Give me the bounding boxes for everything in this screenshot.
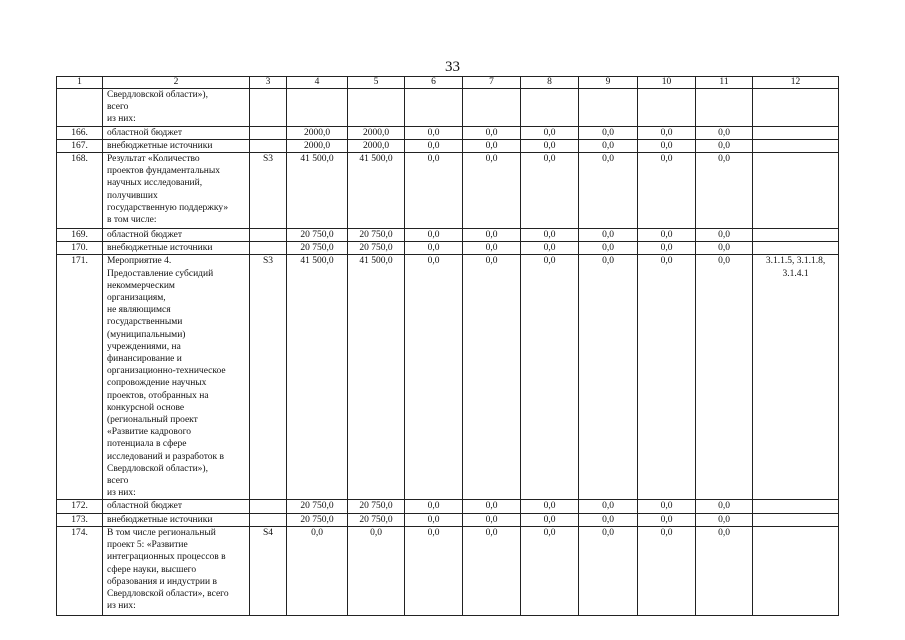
amount-cell: 20 750,0 xyxy=(348,242,405,255)
amount-cell: 0,0 xyxy=(696,139,753,152)
row-name-cell: Результат «Количество проектов фундаментальных научных исследований, получивших государственную поддержку» в том числе: xyxy=(103,153,250,229)
amount-cell: 0,0 xyxy=(405,229,463,242)
amount-cell: 0,0 xyxy=(463,139,521,152)
table-row xyxy=(57,229,839,242)
row-name-cell: В том числе региональный проект 5: «Развитие интеграционных процессов в сфере науки, высшего образования и индустрии в Свердловской области», всего из них: xyxy=(103,526,250,615)
code-cell xyxy=(250,126,287,139)
target-ref-cell xyxy=(753,242,839,255)
column-header-1: 1 xyxy=(57,77,103,89)
amount-cell: 41 500,0 xyxy=(287,255,348,500)
amount-cell: 0,0 xyxy=(521,229,579,242)
table-row xyxy=(57,255,839,500)
amount-cell: 0,0 xyxy=(696,229,753,242)
amount-cell: 20 750,0 xyxy=(287,500,348,513)
amount-cell: 0,0 xyxy=(696,255,753,500)
code-cell xyxy=(250,513,287,526)
row-number-cell: 168. xyxy=(57,153,103,229)
amount-cell: 0,0 xyxy=(638,153,696,229)
amount-cell: 0,0 xyxy=(405,500,463,513)
amount-cell: 0,0 xyxy=(638,255,696,500)
column-header-11: 11 xyxy=(696,77,753,89)
amount-cell: 0,0 xyxy=(463,229,521,242)
amount-cell: 0,0 xyxy=(521,126,579,139)
table-row xyxy=(57,153,839,229)
target-ref-cell xyxy=(753,500,839,513)
row-number-cell: 167. xyxy=(57,139,103,152)
amount-cell: 20 750,0 xyxy=(287,513,348,526)
row-name-cell: Мероприятие 4. Предоставление субсидий некоммерческим организациям, не являющимся государственными (муниципальными) учреждениями, на финансирование и организационно-техническое сопровождение научных проектов, отобранных на конкурсной основе (региональный проект «Развитие кадрового потенциала в сфере исследований и разработок в Свердловской области»), всего из них: xyxy=(103,255,250,500)
amount-cell: 0,0 xyxy=(638,513,696,526)
code-cell xyxy=(250,500,287,513)
header-row xyxy=(57,77,839,89)
target-ref-cell xyxy=(753,153,839,229)
table-row xyxy=(57,526,839,615)
amount-cell: 0,0 xyxy=(405,513,463,526)
amount-cell: 41 500,0 xyxy=(348,255,405,500)
code-cell xyxy=(250,242,287,255)
page-number: 33 xyxy=(445,59,460,75)
amount-cell: 0,0 xyxy=(579,139,638,152)
row-number-cell: 169. xyxy=(57,229,103,242)
amount-cell xyxy=(463,89,521,127)
amount-cell: 0,0 xyxy=(405,139,463,152)
row-number-cell: 166. xyxy=(57,126,103,139)
column-header-9: 9 xyxy=(579,77,638,89)
column-header-4: 4 xyxy=(287,77,348,89)
amount-cell: 2000,0 xyxy=(348,126,405,139)
target-ref-cell xyxy=(753,89,839,127)
amount-cell: 0,0 xyxy=(463,242,521,255)
column-header-5: 5 xyxy=(348,77,405,89)
table-row xyxy=(57,139,839,152)
column-header-10: 10 xyxy=(638,77,696,89)
amount-cell: 0,0 xyxy=(521,153,579,229)
amount-cell: 0,0 xyxy=(405,255,463,500)
amount-cell: 0,0 xyxy=(521,255,579,500)
amount-cell: 0,0 xyxy=(696,500,753,513)
amount-cell: 2000,0 xyxy=(287,126,348,139)
amount-cell: 0,0 xyxy=(638,126,696,139)
amount-cell: 0,0 xyxy=(638,526,696,615)
target-ref-cell xyxy=(753,526,839,615)
amount-cell: 0,0 xyxy=(696,153,753,229)
amount-cell xyxy=(638,89,696,127)
amount-cell: 0,0 xyxy=(696,513,753,526)
code-cell xyxy=(250,139,287,152)
row-number-cell: 173. xyxy=(57,513,103,526)
table-row xyxy=(57,500,839,513)
amount-cell: 2000,0 xyxy=(287,139,348,152)
amount-cell: 0,0 xyxy=(287,526,348,615)
amount-cell xyxy=(696,89,753,127)
row-name-cell: областной бюджет xyxy=(103,229,250,242)
row-name-cell: внебюджетные источники xyxy=(103,513,250,526)
amount-cell: 0,0 xyxy=(463,513,521,526)
amount-cell: 0,0 xyxy=(521,139,579,152)
code-cell: S3 xyxy=(250,153,287,229)
amount-cell: 0,0 xyxy=(463,255,521,500)
amount-cell: 0,0 xyxy=(521,526,579,615)
amount-cell: 0,0 xyxy=(638,229,696,242)
amount-cell: 20 750,0 xyxy=(287,242,348,255)
code-cell xyxy=(250,89,287,127)
table-row xyxy=(57,513,839,526)
row-number-cell: 171. xyxy=(57,255,103,500)
amount-cell: 0,0 xyxy=(696,126,753,139)
row-name-cell: областной бюджет xyxy=(103,500,250,513)
amount-cell xyxy=(521,89,579,127)
amount-cell: 0,0 xyxy=(521,500,579,513)
amount-cell: 0,0 xyxy=(405,526,463,615)
table-row xyxy=(57,89,839,127)
amount-cell: 0,0 xyxy=(638,139,696,152)
code-cell: S3 xyxy=(250,255,287,500)
amount-cell: 0,0 xyxy=(463,500,521,513)
amount-cell: 0,0 xyxy=(579,242,638,255)
target-ref-cell xyxy=(753,513,839,526)
row-name-cell: Свердловской области»), всего из них: xyxy=(103,89,250,127)
amount-cell: 0,0 xyxy=(579,255,638,500)
amount-cell: 0,0 xyxy=(579,513,638,526)
row-name-cell: внебюджетные источники xyxy=(103,139,250,152)
row-number-cell xyxy=(57,89,103,127)
row-name-cell: внебюджетные источники xyxy=(103,242,250,255)
amount-cell: 41 500,0 xyxy=(287,153,348,229)
row-name-cell: областной бюджет xyxy=(103,126,250,139)
amount-cell: 41 500,0 xyxy=(348,153,405,229)
target-ref-cell xyxy=(753,229,839,242)
column-header-8: 8 xyxy=(521,77,579,89)
amount-cell: 20 750,0 xyxy=(348,500,405,513)
row-number-cell: 174. xyxy=(57,526,103,615)
amount-cell: 0,0 xyxy=(579,153,638,229)
amount-cell: 0,0 xyxy=(696,242,753,255)
amount-cell: 20 750,0 xyxy=(348,229,405,242)
amount-cell: 0,0 xyxy=(405,242,463,255)
amount-cell: 0,0 xyxy=(696,526,753,615)
amount-cell xyxy=(579,89,638,127)
column-header-12: 12 xyxy=(753,77,839,89)
amount-cell: 0,0 xyxy=(521,513,579,526)
column-header-6: 6 xyxy=(405,77,463,89)
amount-cell: 0,0 xyxy=(405,153,463,229)
target-ref-cell xyxy=(753,126,839,139)
amount-cell: 0,0 xyxy=(579,126,638,139)
table-row xyxy=(57,126,839,139)
amount-cell: 0,0 xyxy=(579,526,638,615)
amount-cell: 0,0 xyxy=(579,229,638,242)
amount-cell: 0,0 xyxy=(405,126,463,139)
amount-cell: 20 750,0 xyxy=(348,513,405,526)
amount-cell: 0,0 xyxy=(638,500,696,513)
amount-cell: 0,0 xyxy=(638,242,696,255)
column-header-2: 2 xyxy=(103,77,250,89)
amount-cell: 2000,0 xyxy=(348,139,405,152)
amount-cell xyxy=(287,89,348,127)
amount-cell: 0,0 xyxy=(463,526,521,615)
amount-cell xyxy=(348,89,405,127)
amount-cell: 0,0 xyxy=(579,500,638,513)
amount-cell: 0,0 xyxy=(348,526,405,615)
budget-table xyxy=(56,76,839,616)
amount-cell: 0,0 xyxy=(463,126,521,139)
row-number-cell: 170. xyxy=(57,242,103,255)
code-cell: S4 xyxy=(250,526,287,615)
amount-cell xyxy=(405,89,463,127)
amount-cell: 0,0 xyxy=(521,242,579,255)
code-cell xyxy=(250,229,287,242)
amount-cell: 20 750,0 xyxy=(287,229,348,242)
row-number-cell: 172. xyxy=(57,500,103,513)
table-row xyxy=(57,242,839,255)
amount-cell: 0,0 xyxy=(463,153,521,229)
target-ref-cell: 3.1.1.5, 3.1.1.8, 3.1.4.1 xyxy=(753,255,839,500)
target-ref-cell xyxy=(753,139,839,152)
column-header-7: 7 xyxy=(463,77,521,89)
column-header-3: 3 xyxy=(250,77,287,89)
